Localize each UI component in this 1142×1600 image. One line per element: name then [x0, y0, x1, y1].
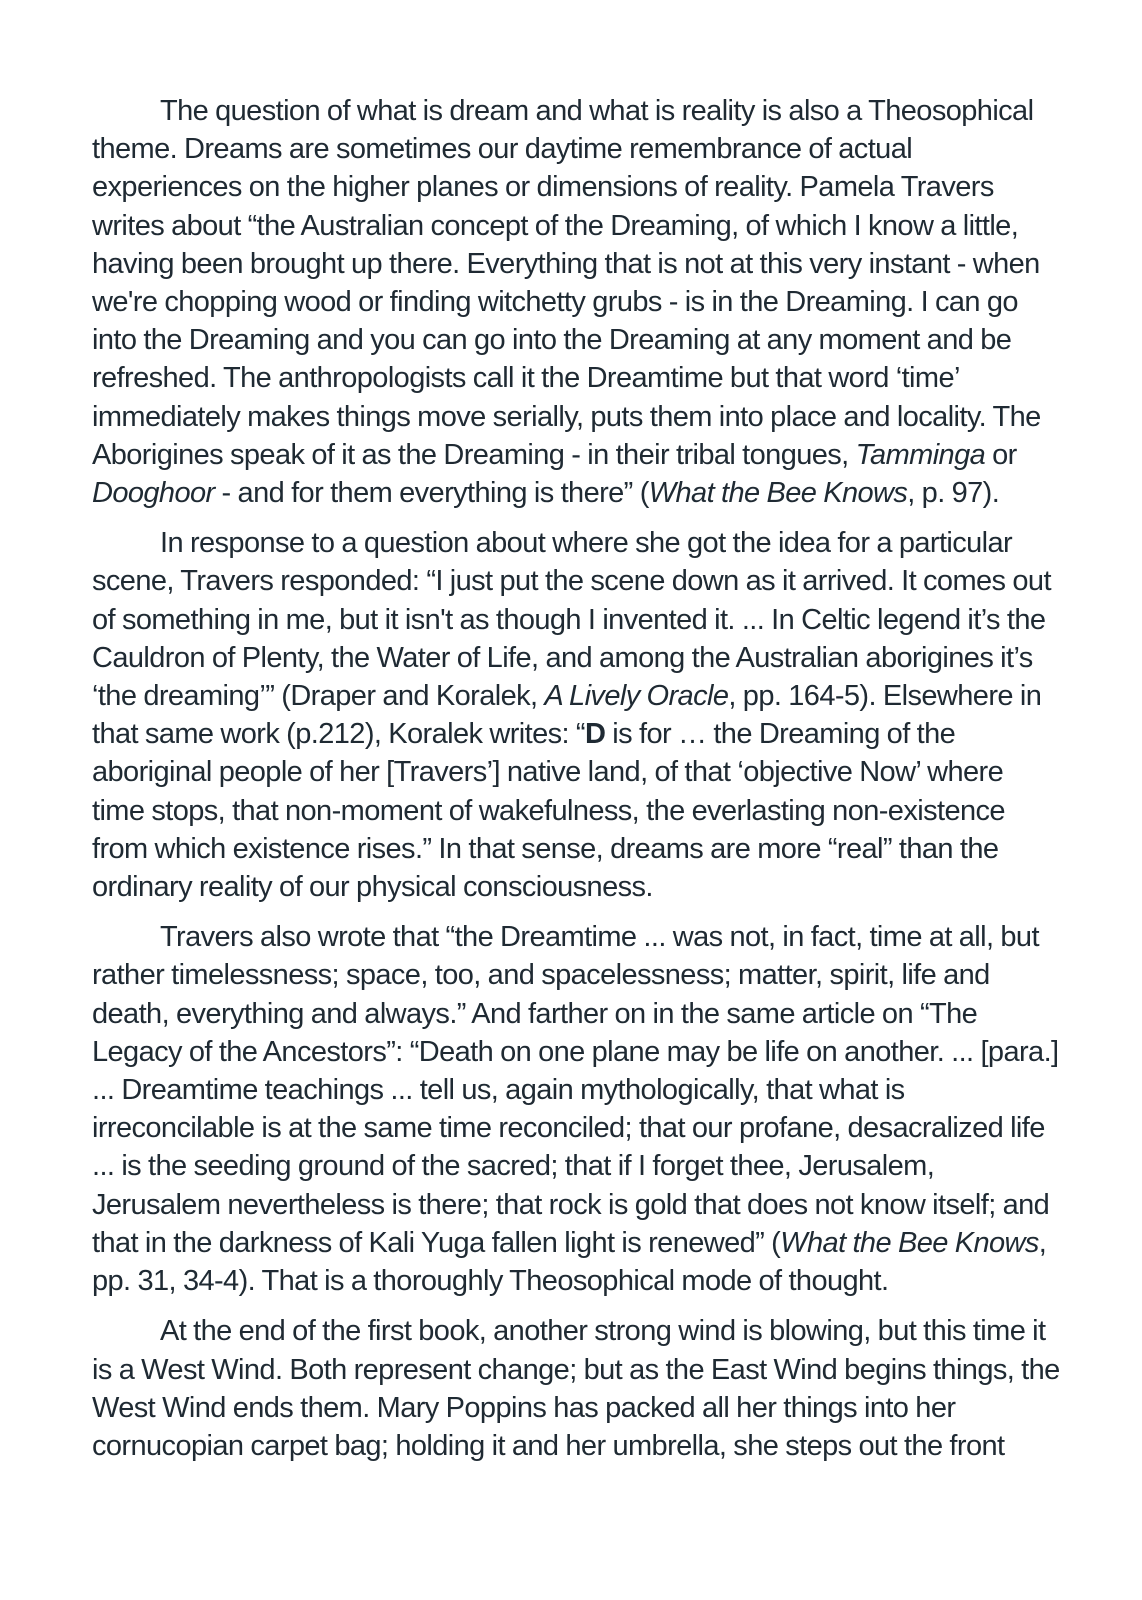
italic-text-run: Dooghoor — [92, 477, 215, 510]
text-run: The question of what is dream and what is reality is also a Theosophical theme. Dreams are sometimes our daytime remembrance of actual experiences on the higher planes or dimensions of reality. Pamela Travers writes about “the Australian concept of the Dreaming, of which I know a little, having been brought up there. Everything that is not at this very instant - when we're chopping wood or finding witchetty grubs - is in the Dreaming. I can go into the Dreaming and you can go into the Dreaming at any moment and be refreshed. The anthropologists call it the Dreamtime but that word ‘time’ immediately makes things move serially, puts them into place and locality. The Aborigines speak of it as the Dreaming - in their tribal tongues, — [92, 95, 1047, 471]
book-title: What the Bee Knows — [648, 477, 908, 510]
book-title: A Lively Oracle — [544, 680, 729, 713]
paragraph-3 — [92, 918, 1066, 1300]
text-run: At the end of the first book, another strong wind is blowing, but this time it is a West Wind. Both represent change; but as the East Wind begins things, the West Wind ends them. Mary Poppins has packed all her things into her cornucopian carpet bag; holding it and her umbrella, she steps out the front — [92, 1315, 1067, 1462]
book-title: What the Bee Knows — [780, 1226, 1039, 1259]
italic-text-run: Tamminga — [855, 438, 986, 471]
text-run: , pp. 164-5). Elsewhere in that same work (p.212), Koralek writes: “ — [92, 680, 1049, 751]
text-run: In response to a question about where she got the idea for a particular scene, Travers responded: “I just put the scene down as it arrived. It comes out of something in me, but it isn't as though I invented it. ... In Celtic legend it’s the Cauldron of Plenty, the Water of Life, and among the Australian aborigines it’s ‘the dreaming’” (Draper and Koralek, — [92, 527, 1058, 713]
paragraph-2 — [92, 524, 1060, 906]
text-run: - and for them everything is there” ( — [214, 477, 649, 510]
paragraph-1 — [92, 92, 1060, 512]
bold-letter: D — [584, 718, 606, 751]
document-page — [92, 92, 1067, 1477]
paragraph-4 — [92, 1312, 1067, 1465]
text-run: Travers also wrote that “the Dreamtime ... was not, in fact, time at all, but rather timelessness; space, too, and spacelessness; matter, spirit, life and death, everything and always.” And farther on in the same article on “The Legacy of the Ancestors”: “Death on one plane may be life on another. ... [para.] ... Dreamtime teachings ... tell us, again mythologically, that what is irreconcilable is at the same time reconciled; that our profane, desacralized life ... is the seeding ground of the sacred; that if I forget thee, Jerusalem, Jerusalem nevertheless is there; that rock is gold that does not know itself; and that in the darkness of Kali Yuga fallen light is renewed” ( — [92, 921, 1066, 1259]
text-run: , pp. 31, 34-4). That is a thoroughly Theosophical mode of thought. — [92, 1226, 1054, 1298]
text-run: or — [985, 438, 1024, 471]
text-run: is for … the Dreaming of the aboriginal people of her [Travers’] native land, of that ‘objective Now’ where time stops, that non-moment of wakefulness, the everlasting non-existence from which existence rises.” In that sense, dreams are more “real” than the ordinary reality of our physical consciousness. — [92, 718, 1012, 904]
text-run: , p. 97). — [907, 477, 1000, 510]
